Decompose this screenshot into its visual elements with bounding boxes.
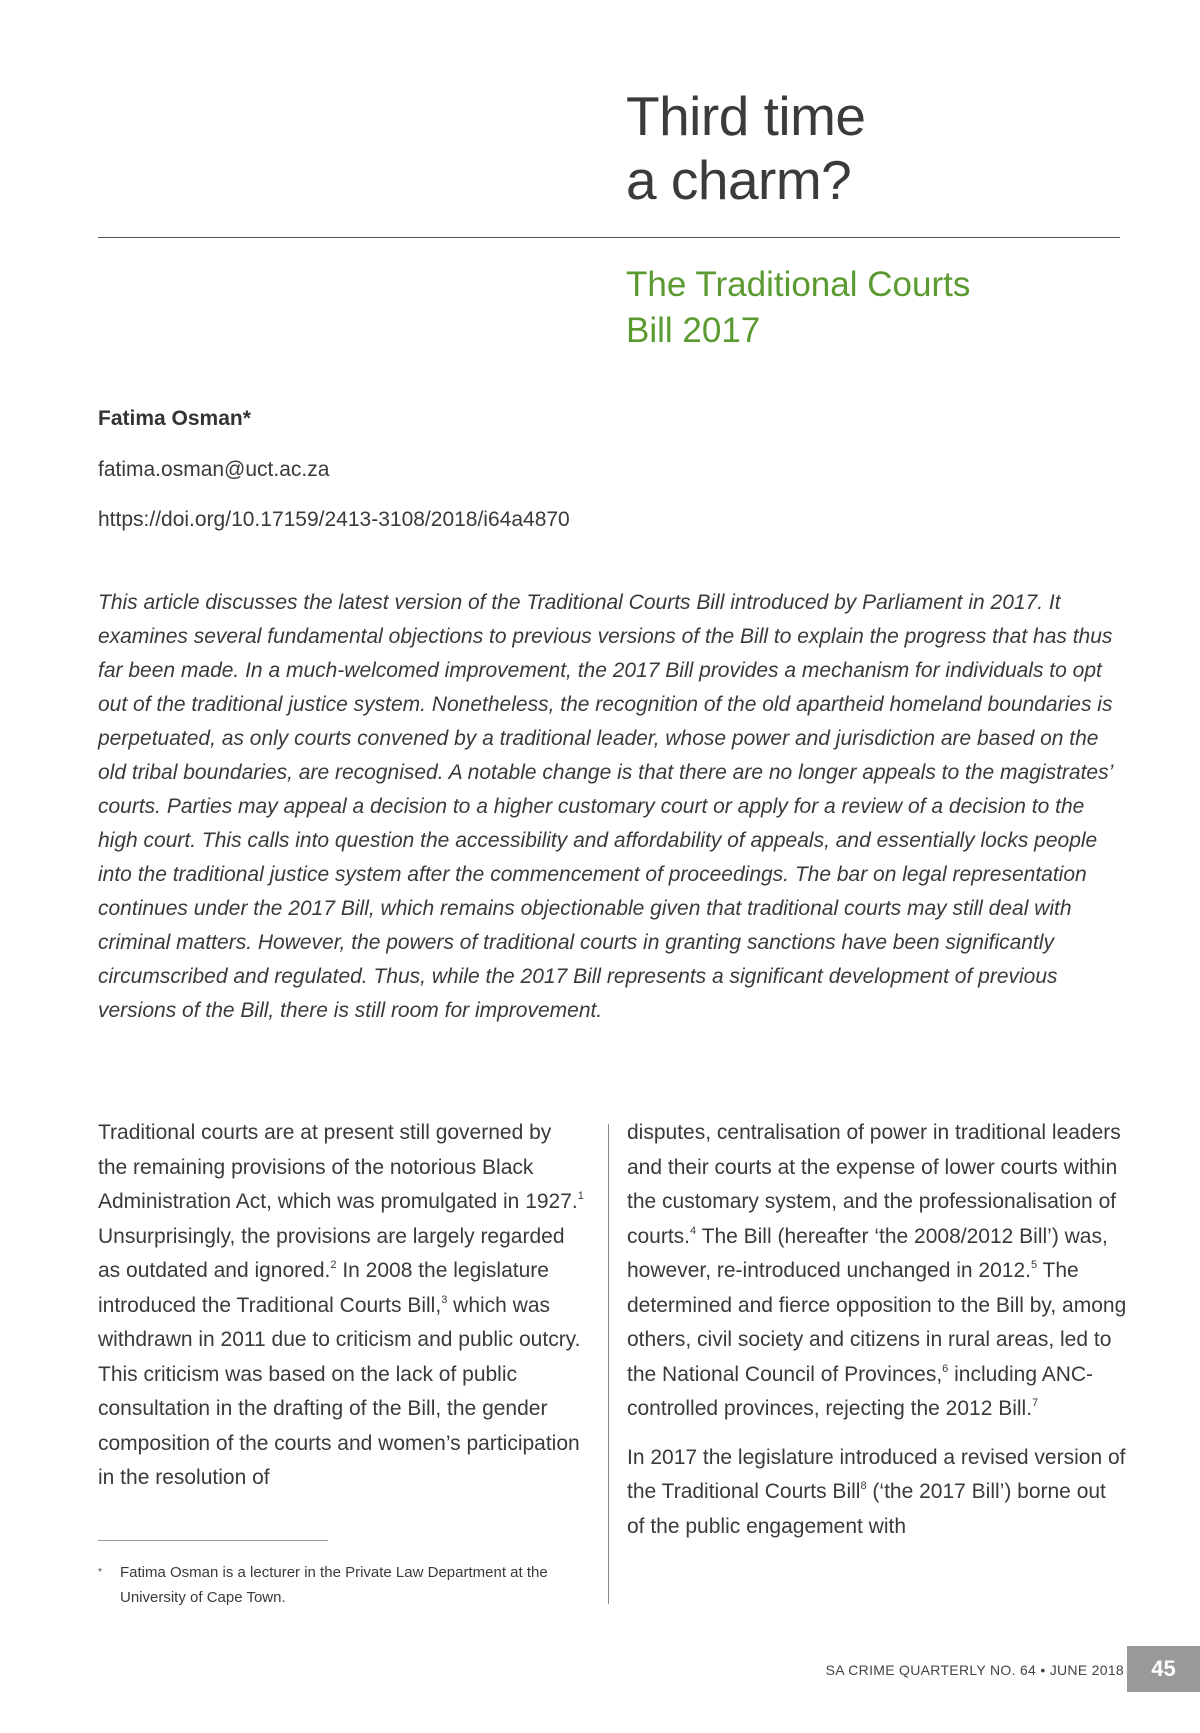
footnote-ref[interactable]: 7 bbox=[1032, 1397, 1039, 1409]
footnote-text: Fatima Osman is a lecturer in the Private Law Department at the University of Cape Town. bbox=[120, 1564, 548, 1606]
body-column-right bbox=[627, 1116, 1127, 1544]
body-text: The Bill (hereafter ‘the 2008/2012 Bill’) was, however, re-introduced unchanged in 2012. bbox=[627, 1224, 1108, 1282]
subtitle-line-1: The Traditional Courts bbox=[626, 265, 971, 304]
article-title bbox=[626, 84, 1146, 212]
footnote-ref[interactable]: 6 bbox=[942, 1362, 949, 1375]
body-text: Traditional courts are at present still governed by the remaining provisions of the notorious Black Administration Act, which was promulgated in 1927. bbox=[98, 1121, 578, 1213]
body-text: In 2017 the legislature introduced a revised version of the Traditional Courts Bill bbox=[627, 1445, 1126, 1503]
body-text: which was withdrawn in 2011 due to criticism and public outcry. This criticism was based on the lack of public consultation in the drafting of the Bill, the gender composition of the courts and women’s participation in the resolution of bbox=[98, 1293, 581, 1489]
author-name: Fatima Osman* bbox=[98, 407, 251, 430]
subtitle-line-2: Bill 2017 bbox=[626, 311, 761, 350]
footnote-ref[interactable]: 8 bbox=[860, 1480, 867, 1492]
footnote-ref[interactable]: 3 bbox=[441, 1293, 448, 1306]
column-divider bbox=[608, 1124, 609, 1604]
body-text: including ANC-controlled provinces, rejecting the 2012 Bill. bbox=[627, 1362, 1094, 1420]
footnote-ref[interactable]: 1 bbox=[577, 1190, 584, 1202]
body-paragraph bbox=[98, 1116, 586, 1496]
author-email[interactable]: fatima.osman@uct.ac.za bbox=[98, 458, 330, 481]
article-subtitle bbox=[626, 262, 1146, 354]
body-text: disputes, centralisation of power in traditional leaders and their courts at the expense of lower courts within the customary system, and the professionalisation of courts. bbox=[627, 1121, 1121, 1248]
abstract: This article discusses the latest version of the Traditional Courts Bill introduced by Parliament in 2017. It examines several fundamental objections to previous versions of the Bill to explain the progress that has thus far been made. In a much-welcomed improvement, the 2017 Bill provides a mechanism for individuals to opt out of the traditional justice system. Nonetheless, the recognition of the old apartheid homeland boundaries is perpetuated, as only courts convened by a traditional leader, whose power and jurisdiction are based on the old tribal boundaries, are recognised. A notable change is that there are no longer appeals to the magistrates’ courts. Parties may appeal a decision to a higher customary court or apply for a review of a decision to the high court. This calls into question the accessibility and affordability of appeals, and essentially locks people into the traditional justice system after the commencement of proceedings. The bar on legal representation continues under the 2017 Bill, which remains objectionable given that traditional courts may still deal with criminal matters. However, the powers of traditional courts in granting sanctions have been significantly circumscribed and regulated. Thus, while the 2017 Bill represents a significant development of previous versions of the Bill, there is still room for improvement. bbox=[98, 591, 1113, 1022]
body-text: Unsurprisingly, the provisions are largely regarded as outdated and ignored. bbox=[98, 1224, 565, 1282]
footnote-ref[interactable]: 4 bbox=[690, 1224, 697, 1237]
doi-link[interactable]: https://doi.org/10.17159/2413-3108/2018/i64a4870 bbox=[98, 508, 570, 531]
title-line-1: Third time bbox=[626, 85, 866, 147]
body-paragraph bbox=[627, 1116, 1127, 1427]
page-number: 45 bbox=[1127, 1646, 1200, 1692]
footnote bbox=[98, 1560, 598, 1610]
footnote-ref[interactable]: 5 bbox=[1030, 1259, 1038, 1271]
body-column-left bbox=[98, 1116, 586, 1496]
footnote-ref[interactable]: 2 bbox=[330, 1259, 337, 1271]
footnote-divider bbox=[98, 1540, 328, 1541]
footnote-mark: * bbox=[98, 1567, 102, 1578]
body-text: (‘the 2017 Bill’) borne out of the public engagement with bbox=[627, 1480, 1106, 1538]
body-text: The determined and fierce opposition to the Bill by, among others, civil society and citizens in rural areas, led to the National Council of Provinces, bbox=[627, 1259, 1127, 1386]
title-line-2: a charm? bbox=[626, 149, 852, 211]
title-divider bbox=[98, 237, 1120, 238]
body-paragraph bbox=[627, 1441, 1127, 1545]
body-text: In 2008 the legislature introduced the Traditional Courts Bill, bbox=[98, 1259, 549, 1317]
journal-footer: SA CRIME QUARTERLY NO. 64 • JUNE 2018 bbox=[825, 1662, 1124, 1678]
